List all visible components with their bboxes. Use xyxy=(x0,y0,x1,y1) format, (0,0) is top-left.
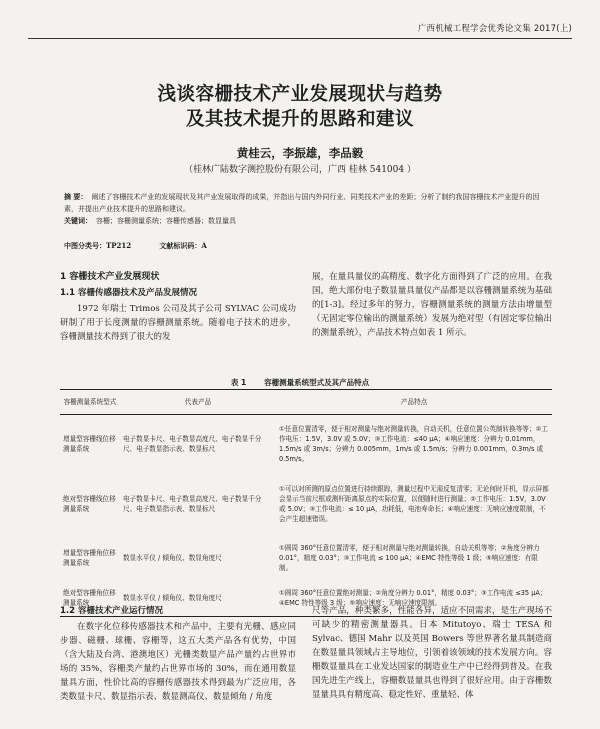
table-cell-products: 数显水平仪 / 倾角仪、数显角度尺 xyxy=(120,581,276,617)
table-row xyxy=(60,473,552,535)
classification-row xyxy=(64,241,233,251)
abstract-text: 阐述了容栅技术产业的发展现状及其产业发展取得的成果，并指出与国内外同行业、同类技术产业的差距；分析了制约我国容栅技术产业提升的因素，并提出产业技术提升的思路和建议。 xyxy=(64,193,540,213)
table-cell-features: ①可以对所测的原点位置进行持续跟踪，测量过程中无需反复清零；无论何时开机，显示屏都会显示当前尺框或测杆距离原点的实际位置，以便随时进行测量；②工作电压：1.5V，3.0V 或 5.0V；③工作电流：≤ 10 μA，功耗低，电池寿命长；④响应速度：无响应速度限制，不会产生超速错误。 xyxy=(279,484,549,523)
table-header-type: 容栅测量系统型式 xyxy=(60,390,120,415)
table-cell-features: ①圆周 360°任意位置绝对测量；②角度分辨力 0.01°，精度 0.03°；③工作电流 ≤35 μA；④EMC 特性等级 3 级；⑤响应速度：无响应速度限制。 xyxy=(276,581,552,617)
table-1 xyxy=(60,389,552,617)
table-cell-products: 数显水平仪 / 倾角仪、数显角度尺 xyxy=(122,553,222,562)
section-1-2-paragraph: 在数字化位移传感器技术和产品中，主要有光栅、感应同步器、磁栅、球栅、容栅等，这五大类产品各有优势，中国（含大陆及台湾、港澳地区）光栅类数显产品产量约占世界市场的 35%，容栅类产量约占世界市场的 30%，而在通用数显量具方面，性价比高的容栅传感器技术得到最为广泛应用，各类数显卡尺、数显指示表、数显测高仪、数显倾角 / 角度 xyxy=(60,622,296,702)
running-header xyxy=(28,22,572,39)
right-column-lower xyxy=(312,604,552,702)
right-paragraph-2: 尺等产品，种类繁多，性能各异，适应不同需求，是生产现场不可缺少的精密测量器具。日本 Mitutoyo、瑞士 TESA 和 Sylvac、德国 Mahr 以及英国 Bowers 等世界著名量具制造商在数显量具领域占主导地位，引领着该领域的技术发展方向。容栅数显量具在工业发达国家的制造业生产中已经得到普及。在我国先进生产线上，容栅数显量具也得到了很好应用。由于容栅数显量具具有精度高、稳定性好、重量轻、体 xyxy=(312,606,552,700)
section-1-1-paragraph: 1972 年瑞士 Trimos 公司及其子公司 SYLVAC 公司成功研制了用于长度测量的容栅测量系统。随着电子技术的进步，容栅测量技术得到了很大的发 xyxy=(60,304,296,342)
table-cell-type: 增量型容栅线位移测量系统 xyxy=(63,435,116,454)
abstract-label: 摘 要： xyxy=(64,192,88,201)
section-1-2-heading: 1.2 容栅技术产业运行情况 xyxy=(60,606,164,616)
keywords xyxy=(64,215,544,228)
table-cell-type: 增量型容栅角位移测量系统 xyxy=(63,548,116,567)
keywords-label: 关键词： xyxy=(64,216,92,225)
authors: 黄桂云，李振雄，李品毅 xyxy=(236,146,364,160)
title-line-2: 及其技术提升的思路和建议 xyxy=(185,109,414,130)
abstract-body xyxy=(64,191,544,215)
journal-title: 广西机械工程学会优秀论文集 2017(上) xyxy=(417,24,572,34)
left-column-lower xyxy=(60,604,296,704)
clc-code: 中图分类号：TP212 xyxy=(64,241,132,250)
affiliation: （桂林广陆数字测控股份有限公司，广西 桂林 541004 ） xyxy=(184,165,416,175)
table-1-caption xyxy=(0,377,600,388)
table-1-number: 表 1 xyxy=(230,378,247,387)
table-cell-type: 绝对型容栅角位移测量系统 xyxy=(60,581,120,617)
table-cell-products: 电子数显卡尺、电子数显高度尺、电子数显千分尺、电子数显指示表、数显标尺 xyxy=(122,435,262,454)
paper-title xyxy=(0,82,600,132)
table-row xyxy=(60,415,552,473)
table-cell-features: ①任意位置清零，便于相对测量与绝对测量转换，自动关机，任意位置公英制转换等等；②工作电压：1.5V，3.0V 或 5.0V；③工作电流：≤40 μA；④响应速度：分辨力 0.01mm，1.5m/s 或 3m/s；分辨力 0.005mm，1m/s 或 1.5m/s；分辨力 0.001mm，0.3m/s 或 0.5m/s。 xyxy=(279,425,548,464)
right-column-upper xyxy=(312,270,552,340)
table-row xyxy=(60,535,552,581)
section-1-heading: 1 容栅技术产业发展现状 xyxy=(60,272,160,282)
table-cell-products: 电子数显卡尺、电子数显高度尺、电子数显千分尺、电子数显指示表、数显标尺 xyxy=(122,494,262,513)
table-cell-features: ①圆周 360°任意位置清零，便于相对测量与绝对测量转换，自动关机等等；②角度分辨力 0.01°，精度 0.03°；③工作电流 ≤ 100 μA；④EMC 特性等级 1 级；⑤响应速度：有限制。 xyxy=(279,543,540,572)
table-cell-type: 绝对型容栅线位移测量系统 xyxy=(63,494,116,513)
table-header-features: 产品特点 xyxy=(276,390,552,415)
table-header-row xyxy=(60,390,552,415)
keywords-text: 容栅；容栅测量系统；容栅传感器；数显量具 xyxy=(96,217,236,225)
title-line-1: 浅谈容栅技术产业发展现状与趋势 xyxy=(157,84,443,105)
section-1-1-heading: 1.1 容栅传感器技术及产品发展情况 xyxy=(60,288,198,298)
right-paragraph-1: 展，在量具量仪的高精度、数字化方面得到了广泛的应用。在我国，绝大部份电子数显量具量仪产品都是以容栅测量系统为基础的[1-3]。经过多年的努力，容栅测量系统的测量方法由增量型（无固定零位输出的测量系统）发展为绝对型（有固定零位输出的测量系统），产品技术特点如表 1 所示。 xyxy=(312,272,552,338)
abstract xyxy=(64,191,544,228)
doc-code: 文献标识码：A xyxy=(159,241,207,250)
table-1-title: 容栅测量系统型式及其产品特点 xyxy=(264,378,370,387)
table-header-products: 代表产品 xyxy=(120,390,276,415)
left-column-upper xyxy=(60,270,296,344)
